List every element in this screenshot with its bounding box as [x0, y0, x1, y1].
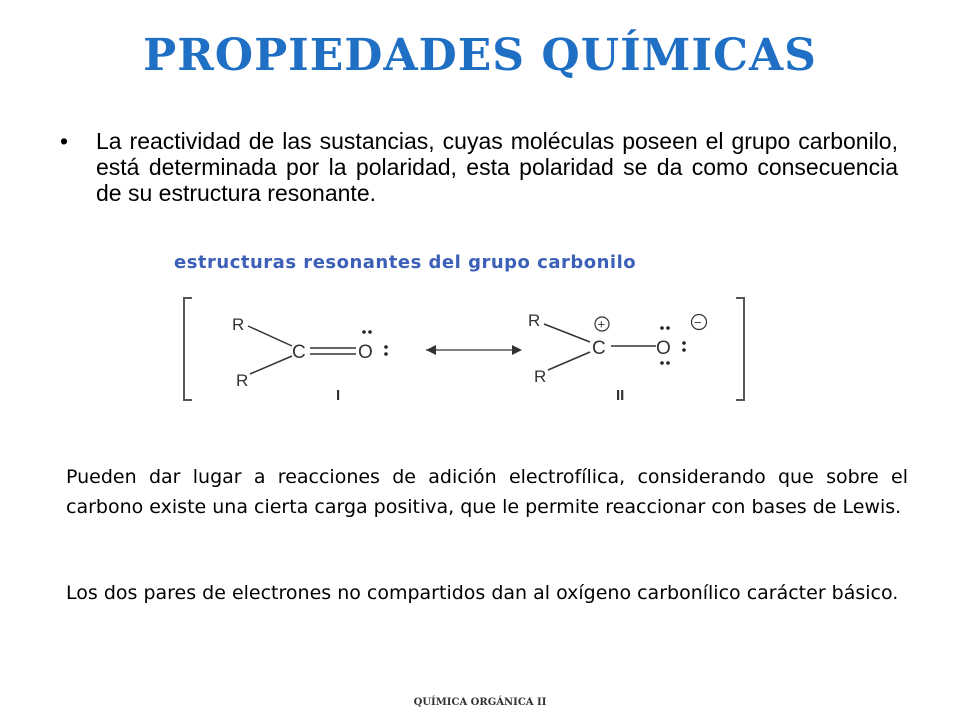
bond-r-top: [248, 326, 292, 346]
negative-charge-symbol: −: [694, 315, 702, 330]
structure-i-carbon: C: [292, 342, 306, 363]
lone-pair-dot: [666, 326, 670, 330]
structure-i-r-bottom: R: [236, 371, 249, 390]
lone-pair-dot: [368, 330, 372, 334]
bullet-item: [60, 128, 898, 206]
bond-r-bottom: [548, 352, 590, 370]
structure-i-oxygen: O: [358, 342, 373, 363]
lone-pair-dot: [384, 352, 388, 356]
lone-pair-dot: [666, 361, 670, 365]
structure-ii-carbon: C: [592, 338, 606, 359]
bond-r-bottom: [250, 356, 292, 374]
left-bracket: [184, 298, 192, 400]
lone-pair-dot: [362, 330, 366, 334]
paragraph-basic-character: Los dos pares de electrones no compartidos dan al oxígeno carbonílico carácter básico.: [66, 582, 899, 604]
structure-ii-r-top: R: [528, 311, 541, 330]
footer-course-name: QUÍMICA ORGÁNICA II: [413, 697, 547, 708]
resonance-arrow: [426, 345, 522, 355]
lone-pair-dot: [660, 361, 664, 365]
structure-i: [232, 315, 388, 404]
structure-ii-label: II: [616, 387, 625, 404]
paragraph-electrophilic-addition: Pueden dar lugar a reacciones de adición electrofílica, considerando que sobre el carbono existe una cierta carga positiva, que le permite reaccionar con bases de Lewis.: [66, 466, 908, 518]
right-bracket: [736, 298, 744, 400]
lone-pair-dot: [660, 326, 664, 330]
figure-caption: estructuras resonantes del grupo carbonilo: [174, 252, 637, 273]
positive-charge-symbol: +: [597, 316, 606, 332]
structure-i-label: I: [336, 387, 341, 404]
resonance-figure: [160, 244, 760, 414]
bond-r-top: [544, 324, 590, 342]
arrow-head-right: [512, 345, 522, 355]
lone-pair-dot: [682, 341, 686, 345]
slide-title: PROPIEDADES QUÍMICAS: [143, 30, 817, 81]
lone-pair-dot: [384, 345, 388, 349]
bullet-icon: •: [60, 128, 69, 154]
lone-pair-dot: [682, 348, 686, 352]
bullet-text: La reactividad de las sustancias, cuyas moléculas poseen el grupo carbonilo, está determinada por la polaridad, esta polaridad se da como consecuencia de su estructura resonante.: [96, 128, 898, 206]
structure-ii: [528, 311, 707, 404]
structure-ii-r-bottom: R: [534, 367, 547, 386]
arrow-head-left: [426, 345, 436, 355]
structure-i-r-top: R: [232, 315, 245, 334]
structure-ii-oxygen: O: [656, 338, 671, 359]
